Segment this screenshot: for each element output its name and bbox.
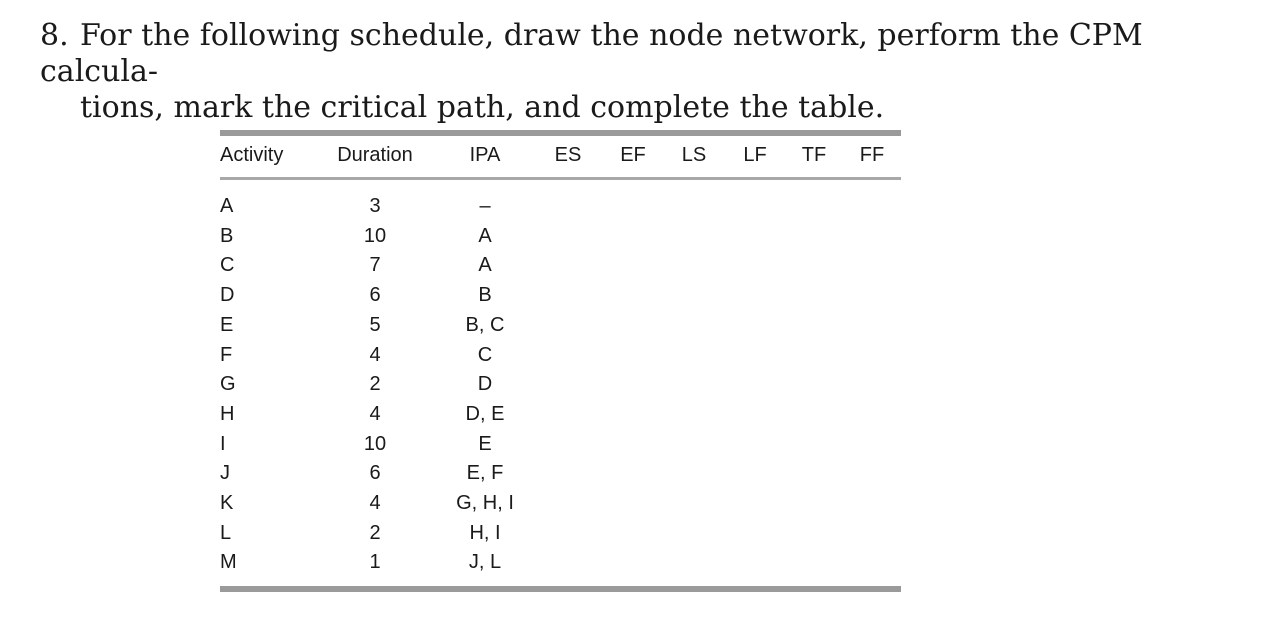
duration-cell: 4 <box>369 403 381 425</box>
activity-cell: K <box>220 492 234 514</box>
table-header-rule <box>220 177 901 180</box>
duration-cell: 5 <box>369 314 381 336</box>
ipa-cell: H, I <box>469 522 501 544</box>
header-es: ES <box>554 144 582 166</box>
ipa-cell: B, C <box>465 314 505 336</box>
activity-cell: G <box>220 373 236 395</box>
activity-cell: D <box>220 284 235 306</box>
ipa-cell: A <box>478 225 492 247</box>
activity-cell: B <box>220 225 234 247</box>
problem-text-line-1: For the following schedule, draw the node network, perform the CPM calcula- <box>40 18 1143 89</box>
ipa-cell: D <box>477 373 493 395</box>
activity-cell: J <box>220 462 230 484</box>
activity-cell: L <box>220 522 232 544</box>
table-bottom-rule <box>220 586 901 592</box>
duration-cell: 3 <box>369 195 381 217</box>
activity-cell: M <box>220 551 237 573</box>
table-top-rule <box>220 130 901 136</box>
ipa-cell: E, F <box>466 462 504 484</box>
header-lf: LF <box>743 144 767 166</box>
header-ipa: IPA <box>469 144 501 166</box>
duration-cell: 7 <box>369 254 381 276</box>
activity-cell: E <box>220 314 234 336</box>
header-activity: Activity <box>220 144 284 166</box>
ipa-cell: B <box>478 284 492 306</box>
activity-cell: A <box>220 195 234 217</box>
activity-cell: I <box>220 433 226 455</box>
problem-statement <box>40 18 1240 126</box>
ipa-cell: G, H, I <box>456 492 514 514</box>
duration-cell: 1 <box>369 551 381 573</box>
ipa-cell: D, E <box>465 403 505 425</box>
activity-cell: H <box>220 403 235 425</box>
duration-cell: 4 <box>369 344 381 366</box>
ipa-cell: J, L <box>468 551 502 573</box>
ipa-cell: A <box>478 254 492 276</box>
duration-cell: 10 <box>363 433 387 455</box>
problem-number: 8. <box>40 18 69 53</box>
duration-cell: 2 <box>369 522 381 544</box>
ipa-cell: C <box>477 344 493 366</box>
activity-cell: C <box>220 254 235 276</box>
duration-cell: 2 <box>369 373 381 395</box>
ipa-cell: E <box>478 433 492 455</box>
duration-cell: 10 <box>363 225 387 247</box>
header-ef: EF <box>620 144 646 166</box>
duration-cell: 6 <box>369 462 381 484</box>
duration-cell: 6 <box>369 284 381 306</box>
header-ff: FF <box>859 144 885 166</box>
header-duration: Duration <box>337 144 413 166</box>
ipa-cell: – <box>479 195 491 217</box>
header-ls: LS <box>681 144 707 166</box>
duration-cell: 4 <box>369 492 381 514</box>
header-tf: TF <box>801 144 827 166</box>
activity-cell: F <box>220 344 233 366</box>
schedule-table <box>220 130 901 592</box>
problem-text-line-2: tions, mark the critical path, and complete the table. <box>80 90 885 125</box>
